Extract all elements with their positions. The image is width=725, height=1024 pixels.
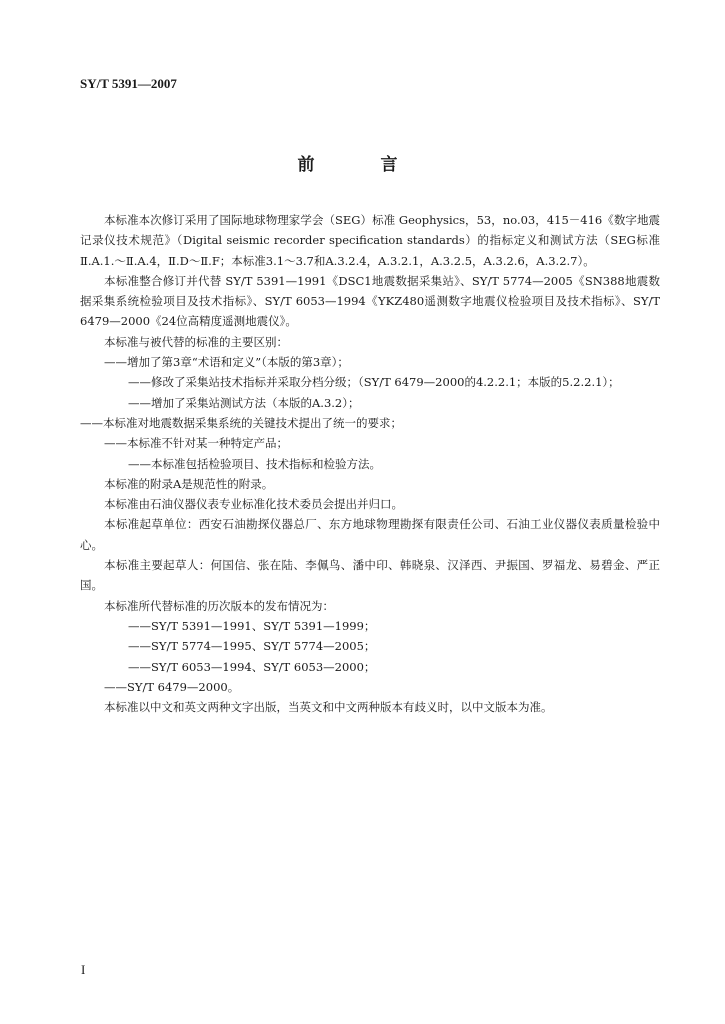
list-item-difference: ——本标准包括检验项目、技术指标和检验方法。 — [128, 456, 381, 471]
list-item-history: ——SY/T 5391—1991、SY/T 5391—1999； — [128, 618, 376, 633]
paragraph-history-intro: 本标准所代替标准的历次版本的发布情况为： — [104, 598, 334, 613]
paragraph-annex: 本标准的附录A是规范性的附录。 — [104, 476, 274, 491]
list-item-difference: ——本标准不针对某一种特定产品； — [104, 436, 288, 451]
list-item-difference: ——修改了采集站技术指标并采取分档分级；（SY/T 6479—2000的4.2.2.1；本版的5.2.2.1）； — [128, 375, 620, 390]
document-body — [80, 210, 660, 717]
document-code: SY/T 5391—2007 — [80, 76, 177, 91]
paragraph-replacement: 本标准整合修订并代替 SY/T 5391—1991《DSC1地震数据采集站》、SY/T 5774—2005《SN388地震数据采集系统检验项目及技术指标》、SY/T 6053—1994《YKZ480遥测数字地震仪检验项目及技术指标》、SY/T 6479—2000《24位高精度遥测地震仪》。 — [80, 273, 660, 329]
paragraph-adoption: 本标准本次修订采用了国际地球物理家学会（SEG）标准 Geophysics，53，no.03，415－416《数字地震记录仪技术规范》（Digital seismic recorder specification standards）的指标定义和测试方法（SEG标准Ⅱ.A.1.～Ⅱ.A.4，Ⅱ.D～Ⅱ.F；本标准3.1～3.7和A.3.2.4，A.3.2.1，A.3.2.5，A.3.2.6，A.3.2.7）。 — [80, 213, 660, 268]
list-item-difference: ——增加了第3章“术语和定义”（本版的第3章）； — [104, 355, 349, 370]
paragraph-drafting-units: 本标准起草单位：西安石油勘探仪器总厂、东方地球物理勘探有限责任公司、石油工业仪器仪表质量检验中心。 — [80, 517, 660, 552]
page-number: I — [81, 962, 86, 977]
paragraph-committee: 本标准由石油仪器仪表专业标准化技术委员会提出并归口。 — [104, 497, 403, 512]
paragraph-drafters: 本标准主要起草人：何国信、张在陆、李佩鸟、潘中印、韩晓泉、汉泽西、尹振国、罗福龙、易碧金、严正国。 — [80, 558, 660, 593]
list-item-difference: ——增加了采集站测试方法（本版的A.3.2）； — [128, 395, 360, 410]
paragraph-differences-intro: 本标准与被代替的标准的主要区别： — [104, 334, 288, 349]
list-item-history: ——SY/T 6479—2000。 — [104, 679, 240, 694]
list-item-history: ——SY/T 5774—1995、SY/T 5774—2005； — [128, 639, 376, 654]
list-item-difference: ——本标准对地震数据采集系统的关键技术提出了统一的要求； — [80, 415, 402, 430]
paragraph-language: 本标准以中文和英文两种文字出版，当英文和中文两种版本有歧义时，以中文版本为准。 — [104, 700, 553, 715]
list-item-history: ——SY/T 6053—1994、SY/T 6053—2000； — [128, 659, 376, 674]
page-title: 前 言 — [297, 155, 428, 175]
